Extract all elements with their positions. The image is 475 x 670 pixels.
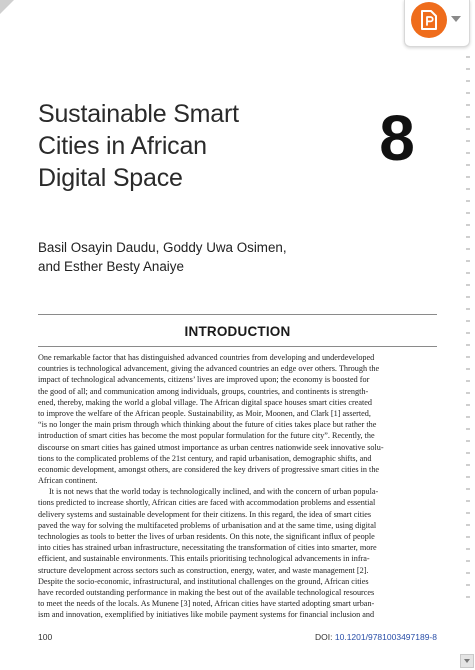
- chapter-title: [38, 98, 338, 194]
- scrollbar-tick: [466, 368, 470, 370]
- scrollbar-tick: [466, 536, 470, 538]
- scrollbar-tick: [466, 152, 470, 154]
- author-line: and Esther Besty Anaiye: [38, 259, 184, 274]
- pdf-download-button[interactable]: [404, 0, 470, 47]
- scrollbar-tick: [466, 56, 470, 58]
- scrollbar-tick: [466, 212, 470, 214]
- scroll-down-button[interactable]: [460, 654, 474, 668]
- scrollbar-tick: [466, 224, 470, 226]
- body-text-line: discourse on smart cities has gained utmost importance as urban centres nationwide seek innovative solu-: [38, 442, 384, 452]
- doi-reference: [314, 632, 437, 642]
- body-text-line: efficient, and sustainable environments. This entails prioritising technological advancements in infra-: [38, 554, 370, 564]
- author-line: Basil Osayin Daudu, Goddy Uwa Osimen,: [38, 240, 287, 255]
- pdf-document-icon: [411, 2, 447, 38]
- body-text-line: the good of all; and communication among individuals, groups, countries, and continents is strength-: [38, 386, 369, 396]
- scrollbar-tick: [466, 248, 470, 250]
- scrollbar-tick: [466, 560, 470, 562]
- scrollbar-tick: [466, 92, 470, 94]
- body-paragraphs: [38, 352, 437, 621]
- doi-label: DOI:: [315, 632, 333, 642]
- scrollbar-tick: [466, 344, 470, 346]
- chapter-title-line: Digital Space: [38, 164, 183, 192]
- scrollbar-tick: [466, 476, 470, 478]
- scrollbar-tick: [466, 584, 470, 586]
- scrollbar-tick: [466, 140, 470, 142]
- body-text-line: Despite the socio-economic, infrastructural, and institutional challenges on the ground, African cities: [38, 576, 369, 586]
- scrollbar-tick: [466, 188, 470, 190]
- scrollbar-tick: [466, 164, 470, 166]
- body-text-line: ism and innovation, exemplified by initiatives like mobile payment systems for financial inclusion and: [38, 610, 375, 620]
- body-text-line: paved the way for solving the multifaceted problems of urbanisation and at the same time, using digital: [38, 520, 377, 530]
- scrollbar-tick: [466, 404, 470, 406]
- body-text-line: It is not news that the world today is technologically inclined, and with the concern of urban popula-: [49, 487, 379, 497]
- scrollbar-tick: [466, 80, 470, 82]
- scrollbar-tick: [466, 440, 470, 442]
- scrollbar-tick: [466, 548, 470, 550]
- body-text-line: ened, thereby, making the world a global village. The African digital space houses smart cities created: [38, 397, 372, 407]
- scrollbar-tick: [466, 488, 470, 490]
- scrollbar-tick: [466, 416, 470, 418]
- scrollbar-tick: [466, 392, 470, 394]
- body-text-line: One remarkable factor that has distinguished advanced countries from developing and underdeveloped: [38, 353, 375, 362]
- body-text-line: countries is technological advancement, giving the advanced countries an edge over others. Through the: [38, 364, 380, 374]
- scrollbar-tick: [466, 356, 470, 358]
- body-text-line: to improve the welfare of the African people. Sustainability, as Moir, Moonen, and Clark [1] asserted,: [38, 408, 371, 418]
- scrollbar-tick: [466, 104, 470, 106]
- page-scrollbar[interactable]: [463, 56, 475, 612]
- scrollbar-tick: [466, 260, 470, 262]
- scrollbar-tick: [466, 296, 470, 298]
- scrollbar-tick: [466, 452, 470, 454]
- scrollbar-tick: [466, 116, 470, 118]
- body-text-line: into cities has strained urban infrastructure, necessitating the transformation of cities into smarter, more: [38, 543, 377, 553]
- body-text-line: “is no longer the main prism through which thinking about the future of cities takes place but rather the: [38, 420, 377, 430]
- scrollbar-tick: [466, 236, 470, 238]
- body-text-line: introduction of smart cities has become the most popular formulation for the future city”. Recently, the: [38, 431, 375, 441]
- doi-link[interactable]: 10.1201/9781003497189-8: [334, 632, 437, 642]
- body-text-line: impact of technological advancements, citizens’ lives are improved upon; the economy is boosted for: [38, 375, 370, 385]
- scrollbar-tick: [466, 176, 470, 178]
- scrollbar-tick: [466, 272, 470, 274]
- scrollbar-tick: [466, 320, 470, 322]
- body-text-line: African continent.: [38, 476, 98, 486]
- chapter-authors: [38, 238, 398, 276]
- scrollbar-tick: [466, 200, 470, 202]
- chapter-number: 8: [379, 102, 415, 174]
- chevron-down-icon[interactable]: [451, 16, 461, 22]
- scrollbar-tick: [466, 572, 470, 574]
- scrollbar-tick: [466, 500, 470, 502]
- body-text-line: structure development across sectors such as construction, energy, water, and waste management [2].: [38, 565, 369, 575]
- scrollbar-tick: [466, 284, 470, 286]
- section-rule-bottom: [38, 346, 437, 347]
- chapter-title-line: Cities in African: [38, 132, 207, 160]
- body-text-line: delivery systems and sustainable development for their citizens. In this regard, the idea of smart cities: [38, 509, 372, 519]
- section-heading: INTRODUCTION: [184, 324, 291, 339]
- body-text-line: economic development, amongst others, are considered the key drivers of progressive smart cities in the: [38, 464, 380, 474]
- scrollbar-tick: [466, 332, 470, 334]
- scrollbar-tick: [466, 308, 470, 310]
- scrollbar-tick: [466, 428, 470, 430]
- scrollbar-tick: [466, 464, 470, 466]
- body-text-line: to meet the needs of the locals. As Munene [3] noted, African cities have started adopting smart urban-: [38, 599, 375, 609]
- body-text-line: tions to the complicated problems of the 21st century, and rapid urbanisation, demographic shifts, and: [38, 453, 372, 463]
- page-number: 100: [38, 632, 53, 642]
- scrollbar-tick: [466, 596, 470, 598]
- scrollbar-tick: [466, 128, 470, 130]
- scrollbar-tick: [466, 524, 470, 526]
- scrollbar-tick: [466, 512, 470, 514]
- body-text-line: technologies as tools to better the lives of urban residents. On this note, the significant influx of people: [38, 532, 375, 541]
- body-text-line: have recorded outstanding performance in making the best out of the available technological resources: [38, 587, 375, 597]
- section-rule-top: [38, 314, 437, 315]
- scrollbar-tick: [466, 68, 470, 70]
- chapter-title-line: Sustainable Smart: [38, 100, 239, 128]
- scrollbar-tick: [466, 380, 470, 382]
- body-text-line: tions predicted to increase shortly, African cities are faced with accommodation problems and essential: [38, 498, 376, 508]
- page-corner-fold: [0, 0, 14, 14]
